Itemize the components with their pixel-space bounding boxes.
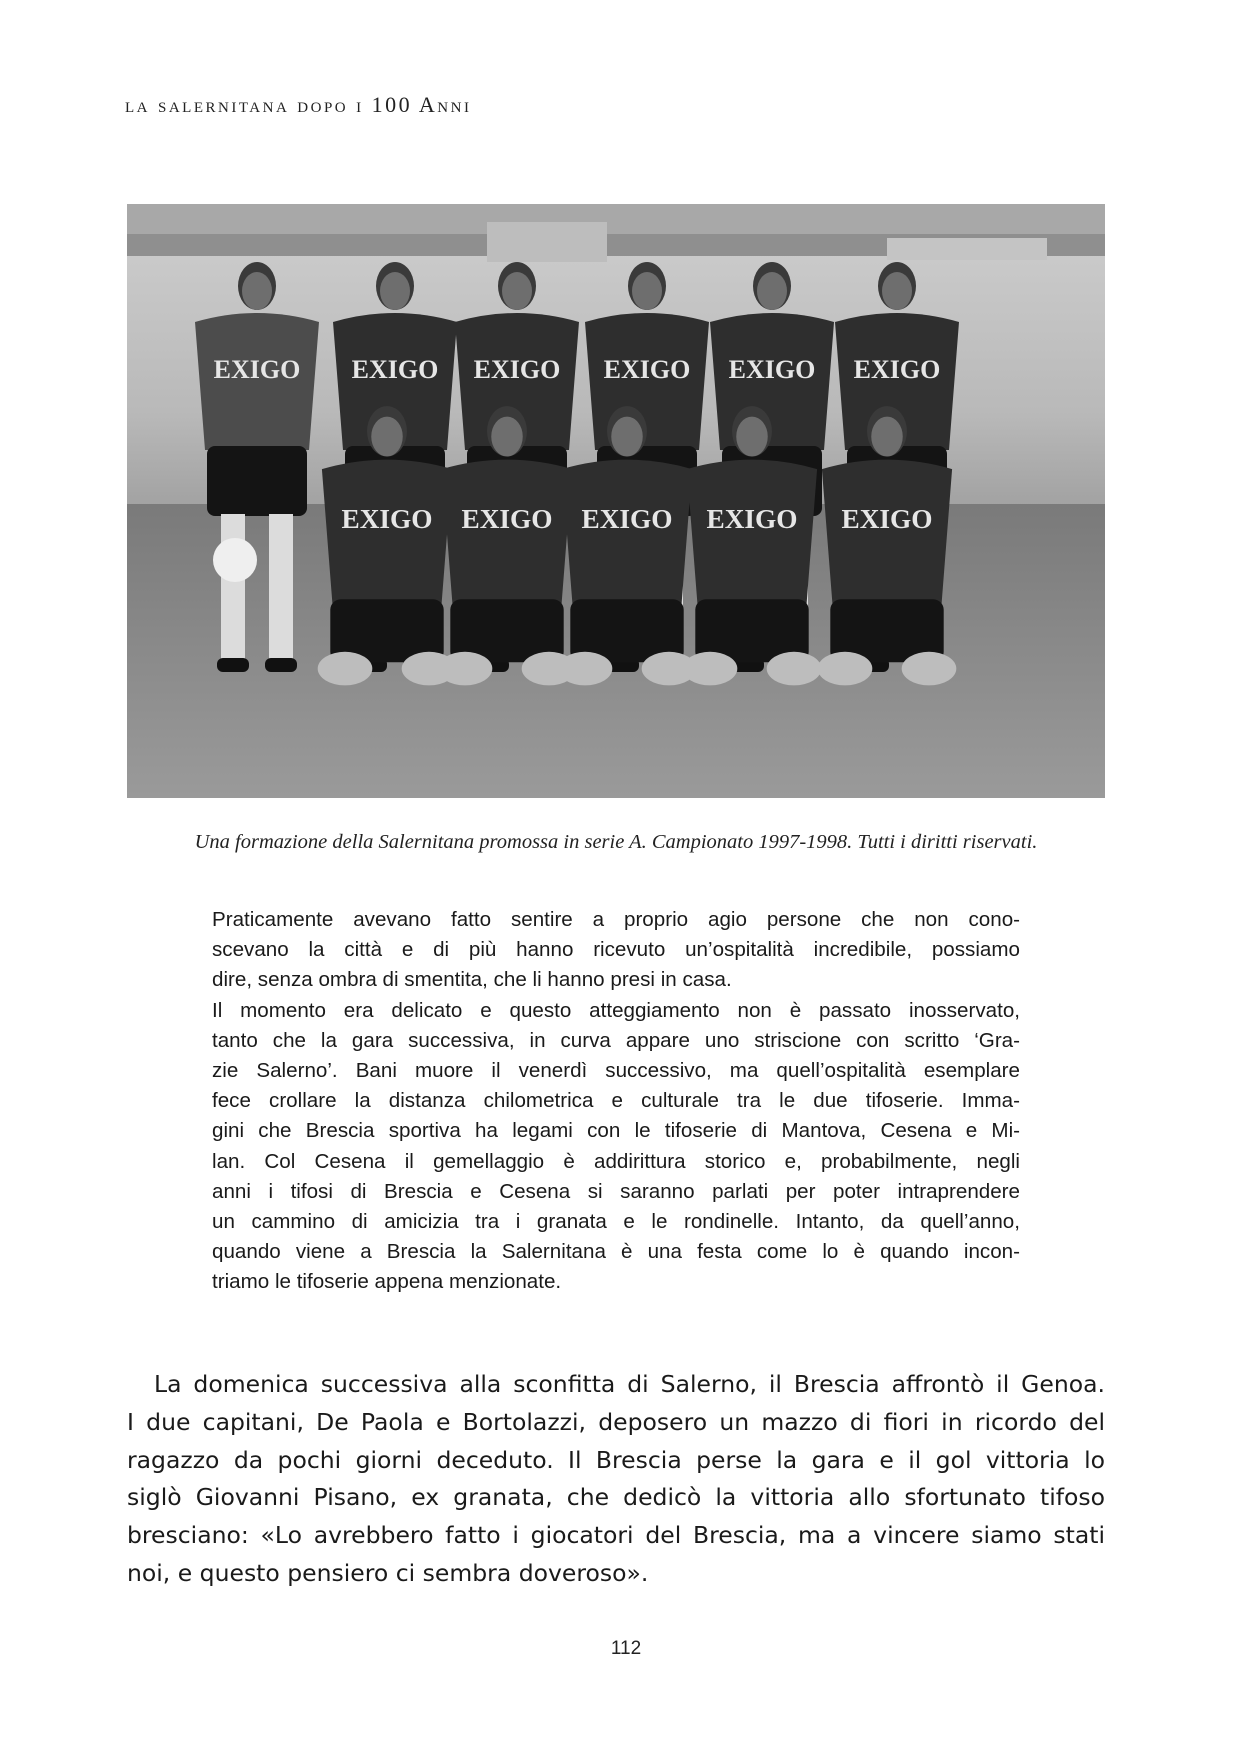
svg-text:EXIGO: EXIGO	[706, 503, 798, 534]
quote-line: un cammino di amicizia tra i granata e le rondinelle. Intanto, da quell’anno,	[212, 1210, 1020, 1234]
svg-text:EXIGO: EXIGO	[581, 503, 673, 534]
ball	[213, 538, 257, 582]
page-number: 112	[610, 1638, 642, 1659]
quote-line: fece crollare la distanza chilometrica e culturale tra le due tifoserie. Imma-	[212, 1089, 1020, 1113]
svg-text:EXIGO: EXIGO	[603, 355, 691, 384]
svg-text:EXIGO: EXIGO	[341, 503, 433, 534]
svg-text:EXIGO: EXIGO	[351, 355, 439, 384]
body-line: noi, e questo pensiero ci sembra doveroso».	[127, 1558, 649, 1587]
quote-line: zie Salerno’. Bani muore il venerdì successivo, ma quell’ospitalità esemplare	[212, 1059, 1020, 1083]
quote-line: Praticamente avevano fatto sentire a proprio agio persone che non cono-	[212, 908, 1020, 931]
quote-line: Il momento era delicato e questo atteggiamento non è passato inosservato,	[212, 998, 1020, 1022]
quote-line: triamo le tifoserie appena menzionate.	[212, 1270, 562, 1294]
svg-text:EXIGO: EXIGO	[461, 503, 553, 534]
quote-line: lan. Col Cesena il gemellaggio è addirittura storico e, probabilmente, negli	[212, 1149, 1020, 1173]
body-line: I due capitani, De Paola e Bortolazzi, deposero un mazzo di fiori in ricordo del	[127, 1407, 1105, 1436]
svg-text:EXIGO: EXIGO	[728, 355, 816, 384]
svg-text:EXIGO: EXIGO	[853, 355, 941, 384]
body-line: La domenica successiva alla sconfitta di Salerno, il Brescia affrontò il Genoa.	[154, 1370, 1105, 1398]
svg-text:EXIGO: EXIGO	[841, 503, 933, 534]
quote-line: anni i tifosi di Brescia e Cesena si saranno parlati per poter intraprendere	[212, 1179, 1020, 1203]
photo-caption: Una formazione della Salernitana promossa in serie A. Campionato 1997-1998. Tutti i diritti riservati.	[194, 831, 1038, 853]
body-line: ragazzo da pochi giorni deceduto. Il Brescia perse la gara e il gol vittoria lo	[127, 1445, 1105, 1474]
quote-line: tanto che la gara successiva, in curva appare uno striscione con scritto ‘Gra-	[212, 1028, 1020, 1052]
quote-line: scevano la città e di più hanno ricevuto un’ospitalità incredibile, possiamo	[212, 938, 1020, 962]
block-quote	[212, 905, 1020, 1298]
body-line: siglò Giovanni Pisano, ex granata, che dedicò la vittoria allo sfortunato tifoso	[127, 1483, 1105, 1512]
body-line: bresciano: «Lo avrebbero fatto i giocatori del Brescia, ma a vincere siamo stati	[127, 1521, 1105, 1550]
quote-line: dire, senza ombra di smentita, che li hanno presi in casa.	[212, 968, 732, 992]
svg-text:EXIGO: EXIGO	[213, 355, 301, 384]
body-paragraph	[127, 1366, 1105, 1593]
quote-line: quando viene a Brescia la Salernitana è una festa come lo è quando incon-	[212, 1240, 1020, 1264]
svg-text:EXIGO: EXIGO	[473, 355, 561, 384]
running-header: la salernitana dopo i 100 Anni	[125, 92, 472, 117]
team-photo	[127, 204, 1105, 798]
quote-line: gini che Brescia sportiva ha legami con le tifoserie di Mantova, Cesena e Mi-	[212, 1119, 1020, 1143]
